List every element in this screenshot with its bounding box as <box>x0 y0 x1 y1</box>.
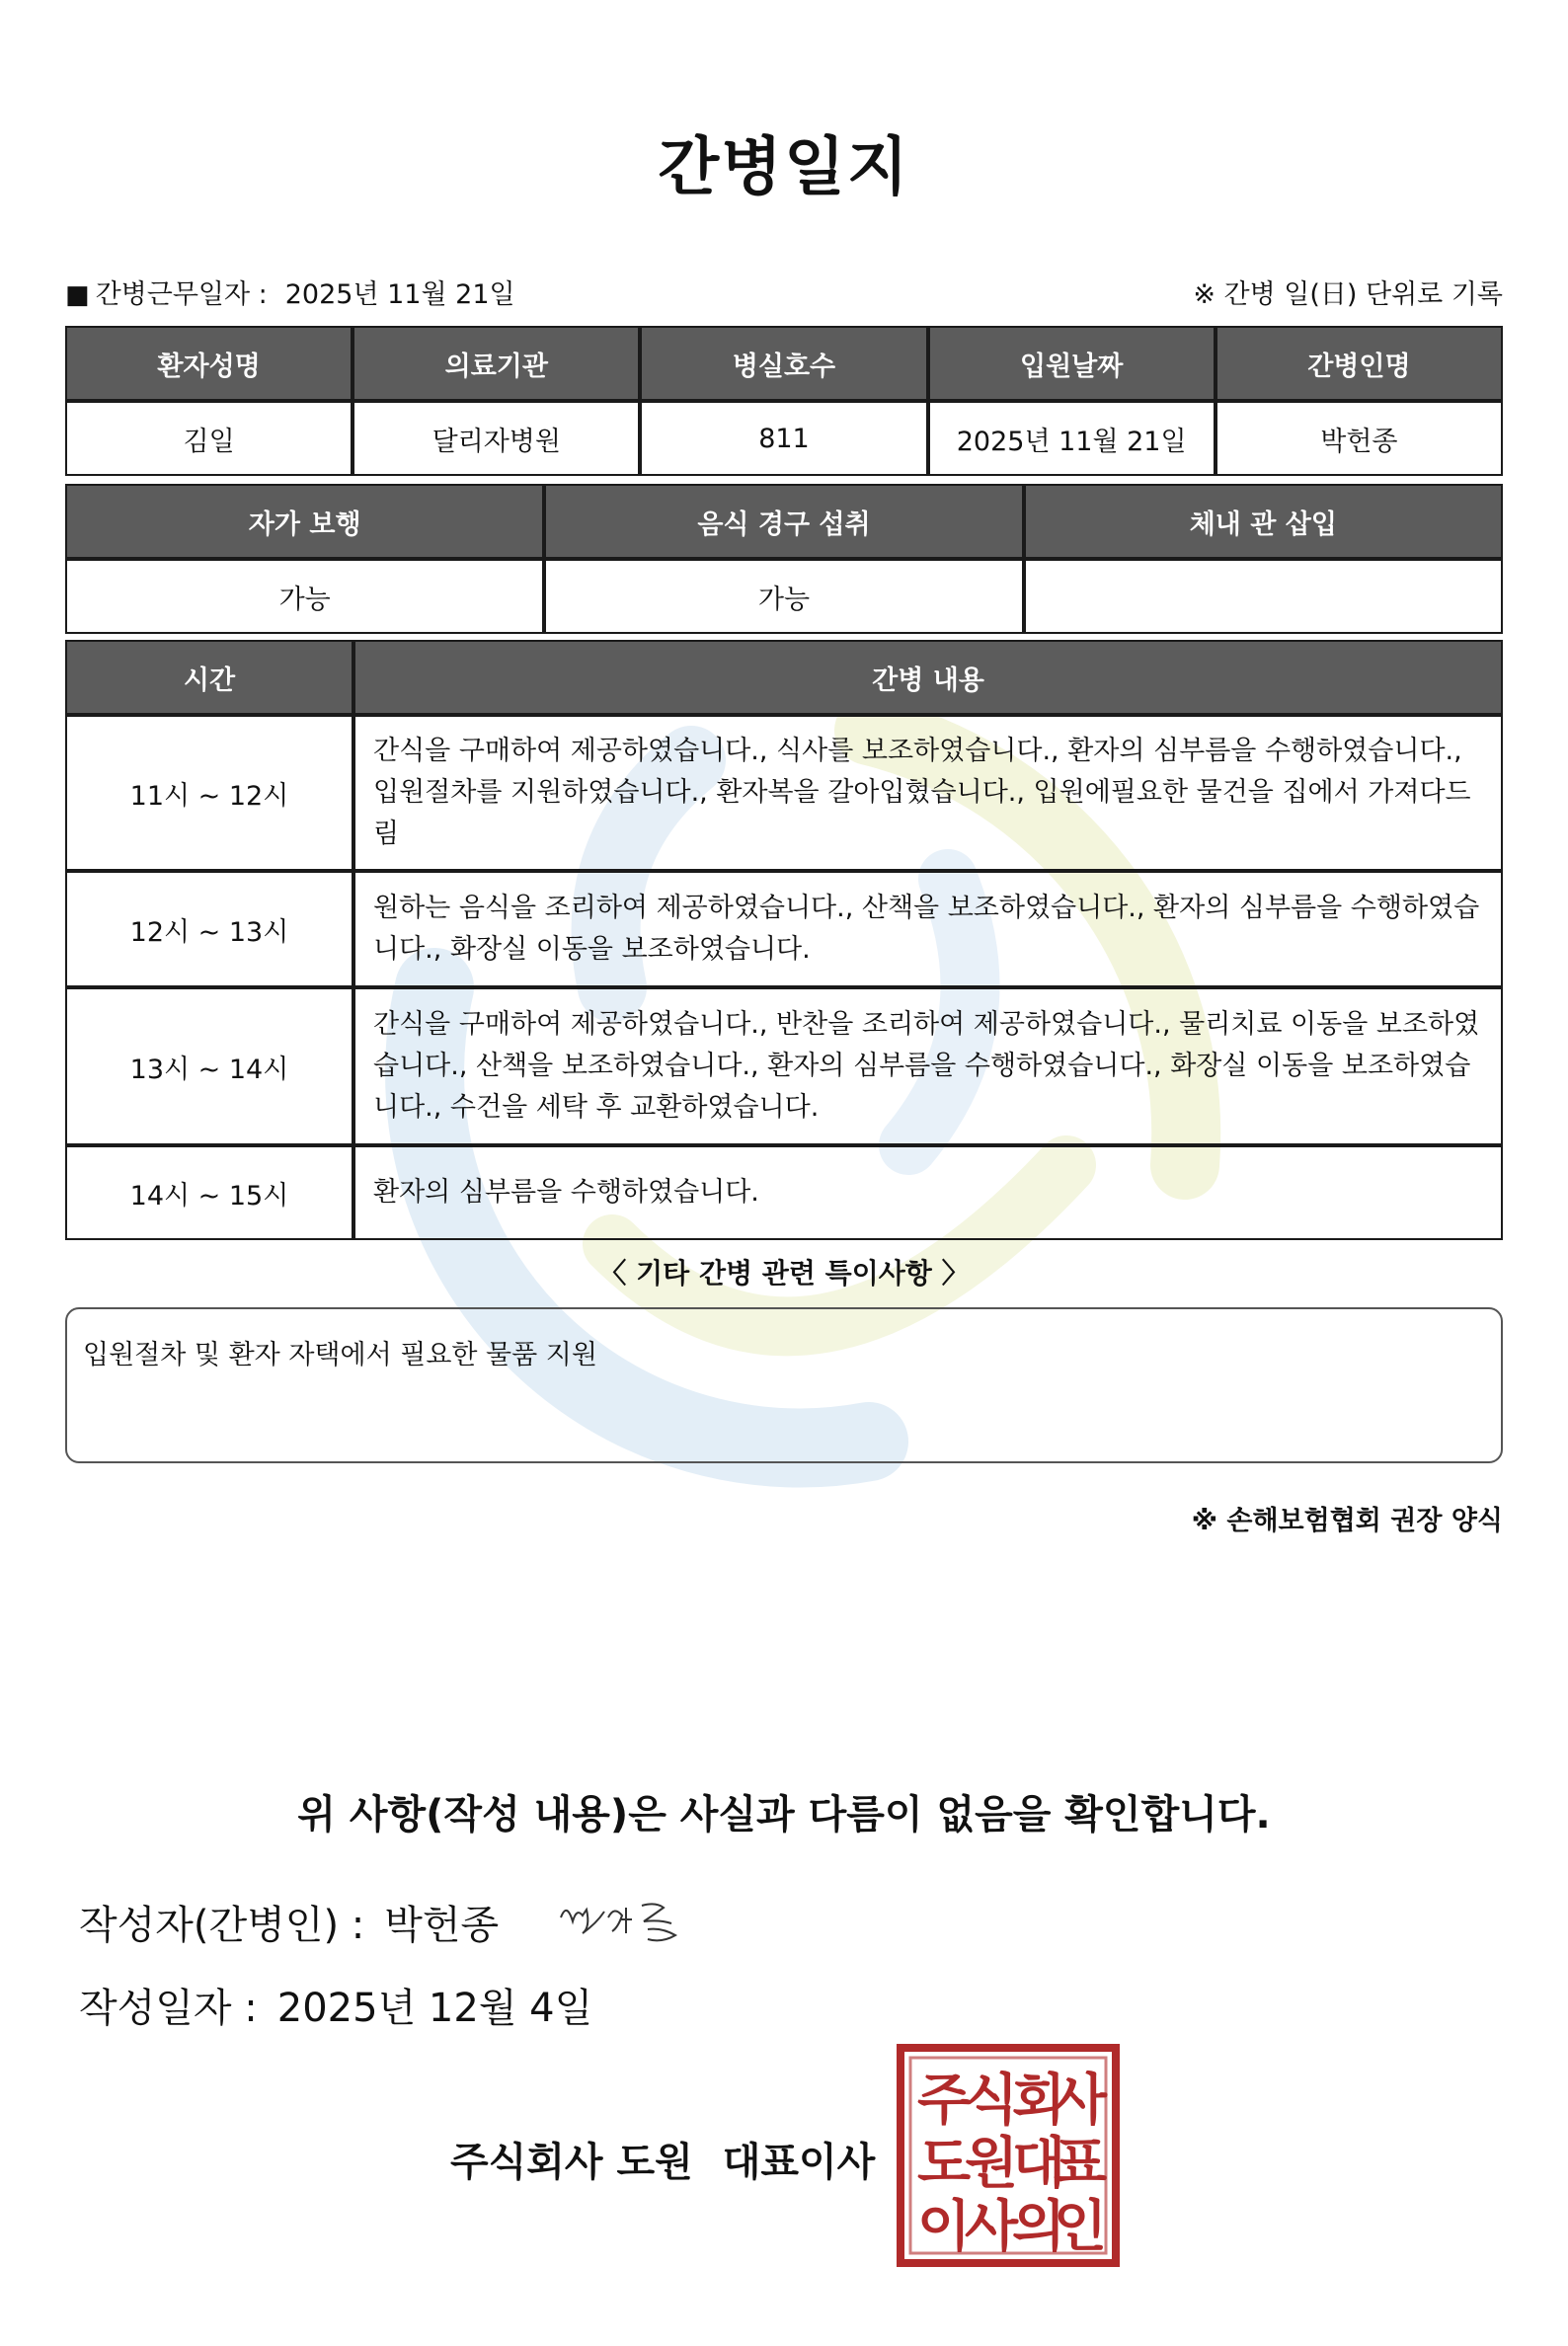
header-walking: 자가 보행 <box>65 484 544 559</box>
representative-title: 대표이사 <box>722 2140 876 2185</box>
svg-text:의: 의 <box>1011 2195 1066 2259</box>
header-care-content: 간병 내용 <box>353 640 1503 715</box>
walking-value: 가능 <box>65 559 544 634</box>
work-date-label: 간병근무일자 : <box>95 279 268 310</box>
svg-text:대: 대 <box>1011 2132 1066 2196</box>
svg-text:사: 사 <box>1053 2069 1108 2133</box>
date-line <box>79 1977 592 2033</box>
table-row <box>65 987 1503 1145</box>
header-room: 병실호수 <box>640 326 927 401</box>
patient-info-table <box>65 326 1503 476</box>
meta-row <box>65 273 1503 308</box>
patient-name: 김일 <box>65 401 353 476</box>
time-slot: 13시 ~ 14시 <box>65 987 353 1145</box>
work-date <box>65 273 515 311</box>
svg-text:표: 표 <box>1053 2132 1108 2196</box>
confirmation-statement: 위 사항(작성 내용)은 사실과 다름이 없음을 확인합니다. <box>297 1792 1271 1838</box>
oral-intake-value: 가능 <box>544 559 1023 634</box>
svg-text:주: 주 <box>916 2069 972 2133</box>
unit-note: ※ 간병 일(日) 단위로 기록 <box>1193 279 1503 310</box>
time-slot: 12시 ~ 13시 <box>65 871 353 987</box>
header-oral-intake: 음식 경구 섭취 <box>544 484 1023 559</box>
care-log-table <box>65 640 1503 1240</box>
svg-text:도: 도 <box>916 2132 972 2196</box>
svg-text:사: 사 <box>964 2195 1019 2259</box>
special-notes-box <box>65 1307 1503 1463</box>
header-patient-name: 환자성명 <box>65 326 353 401</box>
written-date: 2025년 12월 4일 <box>276 1986 593 2031</box>
care-content: 원하는 음식을 조리하여 제공하였습니다., 산책을 보조하였습니다., 환자의 심부름을 수행하였습니다., 화장실 이동을 보조하였습니다. <box>353 871 1503 987</box>
company-line <box>450 2131 875 2187</box>
svg-text:인: 인 <box>1053 2195 1108 2259</box>
admission-date: 2025년 11월 21일 <box>928 401 1215 476</box>
company-name: 주식회사 도원 <box>450 2140 693 2185</box>
svg-text:원: 원 <box>964 2132 1019 2196</box>
table-row <box>65 1145 1503 1240</box>
table-header-row <box>65 326 1503 401</box>
svg-text:이: 이 <box>916 2195 972 2259</box>
table-row <box>65 715 1503 871</box>
room-number: 811 <box>640 401 927 476</box>
header-admission-date: 입원날짜 <box>928 326 1215 401</box>
special-notes-title: 〈 기타 간병 관련 특이사항 〉 <box>598 1257 970 1290</box>
author-label: 작성자(간병인) : <box>79 1903 365 1948</box>
header-hospital: 의료기관 <box>353 326 640 401</box>
document-title: 간병일지 <box>658 131 910 204</box>
header-tube: 체내 관 삽입 <box>1024 484 1503 559</box>
form-source-note: ※ 손해보험협회 권장 양식 <box>1191 1506 1503 1536</box>
care-content: 환자의 심부름을 수행하였습니다. <box>353 1145 1503 1240</box>
table-header-row <box>65 484 1503 559</box>
square-bullet-icon: ■ <box>65 280 90 310</box>
time-slot: 14시 ~ 15시 <box>65 1145 353 1240</box>
care-content: 간식을 구매하여 제공하였습니다., 식사를 보조하였습니다., 환자의 심부름을 수행하였습니다., 입원절차를 지원하였습니다., 환자복을 갈아입혔습니다., 입원에필요한 물건을 집에서 가져다드림 <box>353 715 1503 871</box>
care-content: 간식을 구매하여 제공하였습니다., 반찬을 조리하여 제공하였습니다., 물리치료 이동을 보조하였습니다., 산책을 보조하였습니다., 환자의 심부름을 수행하였습니다., 화장실 이동을 보조하였습니다., 수건을 세탁 후 교환하였습니다. <box>353 987 1503 1145</box>
header-time: 시간 <box>65 640 353 715</box>
tube-value <box>1024 559 1503 634</box>
special-notes-content: 입원절차 및 환자 자택에서 필요한 물품 지원 <box>83 1340 597 1370</box>
caregiver-name: 박헌종 <box>1215 401 1503 476</box>
work-date-value: 2025년 11월 21일 <box>284 279 515 310</box>
table-row <box>65 559 1503 634</box>
header-caregiver: 간병인명 <box>1215 326 1503 401</box>
table-row <box>65 871 1503 987</box>
svg-text:식: 식 <box>964 2069 1019 2133</box>
time-slot: 11시 ~ 12시 <box>65 715 353 871</box>
handwritten-signature <box>553 1888 691 1957</box>
author-line <box>79 1894 499 1950</box>
table-row <box>65 401 1503 476</box>
company-seal-stamp <box>897 2044 1120 2267</box>
patient-status-table <box>65 484 1503 634</box>
svg-text:회: 회 <box>1011 2069 1066 2133</box>
hospital-name: 달리자병원 <box>353 401 640 476</box>
table-header-row <box>65 640 1503 715</box>
date-label: 작성일자 : <box>79 1986 258 2031</box>
author-name: 박헌종 <box>384 1903 500 1948</box>
